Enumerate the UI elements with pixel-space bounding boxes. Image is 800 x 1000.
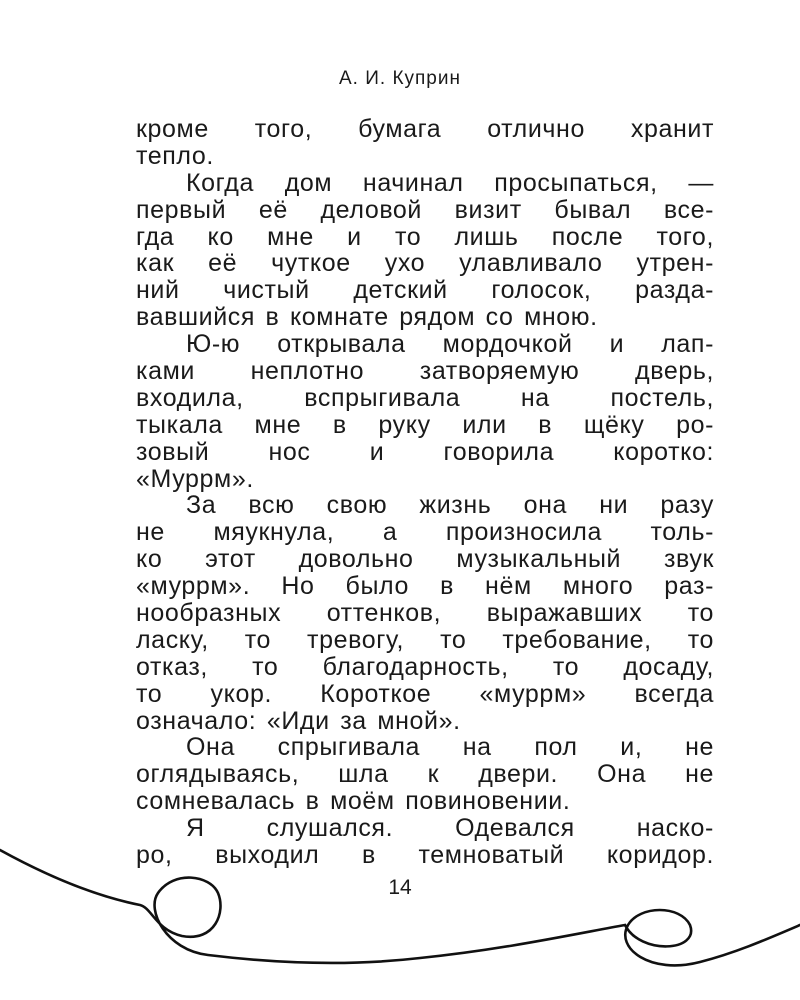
text-line: Ю-ю открывала мордочкой и лап- (186, 330, 714, 359)
text-line: Когда дом начинал просыпаться, — (186, 168, 714, 197)
text-line: тепло. (136, 141, 214, 170)
text-line: кроме того, бумага отлично хранит (136, 115, 714, 143)
text-line: За всю свою жизнь она ни разу (186, 491, 714, 520)
text-line: то укор. Короткое «муррм» всегда (136, 679, 714, 708)
running-header-author: А. И. Куприн (339, 68, 461, 89)
text-line: отказ, то благодарность, то досаду, (136, 652, 714, 681)
text-line: тыкала мне в руку или в щёку ро- (136, 410, 714, 439)
text-line: ками неплотно затворяемую дверь, (136, 357, 714, 386)
text-line: Она спрыгивала на пол и, не (186, 733, 714, 762)
text-line: гда ко мне и то лишь после того, (136, 222, 714, 251)
text-line: сомневалась в моём повиновении. (136, 787, 571, 816)
text-line: входила, вспрыгивала на постель, (136, 383, 714, 412)
text-line: ко этот довольно музыкальный звук (136, 545, 714, 574)
text-line: ласку, то тревогу, то требование, то (136, 625, 714, 654)
text-line: Я слушался. Одевался наско- (186, 814, 714, 843)
text-line: ро, выходил в темноватый коридор. (136, 841, 714, 870)
text-line: означало: «Иди за мной». (136, 706, 461, 735)
text-line: «Муррм». (136, 464, 254, 493)
text-line: «муррм». Но было в нём много раз- (136, 572, 714, 601)
text-line: оглядываясь, шла к двери. Она не (136, 760, 714, 789)
text-line: не мяукнула, а произносила толь- (136, 518, 714, 547)
text-line: нообразных оттенков, выражавших то (136, 599, 714, 628)
text-line: первый её деловой визит бывал все- (136, 195, 714, 224)
page-number: 14 (388, 876, 412, 899)
text-line: зовый нос и говорила коротко: (136, 437, 714, 466)
body-text (136, 116, 714, 869)
text-line: как её чуткое ухо улавливало утрен- (136, 249, 714, 278)
text-line: ний чистый детский голосок, разда- (136, 276, 714, 305)
text-line: вавшийся в комнате рядом со мною. (136, 303, 598, 332)
